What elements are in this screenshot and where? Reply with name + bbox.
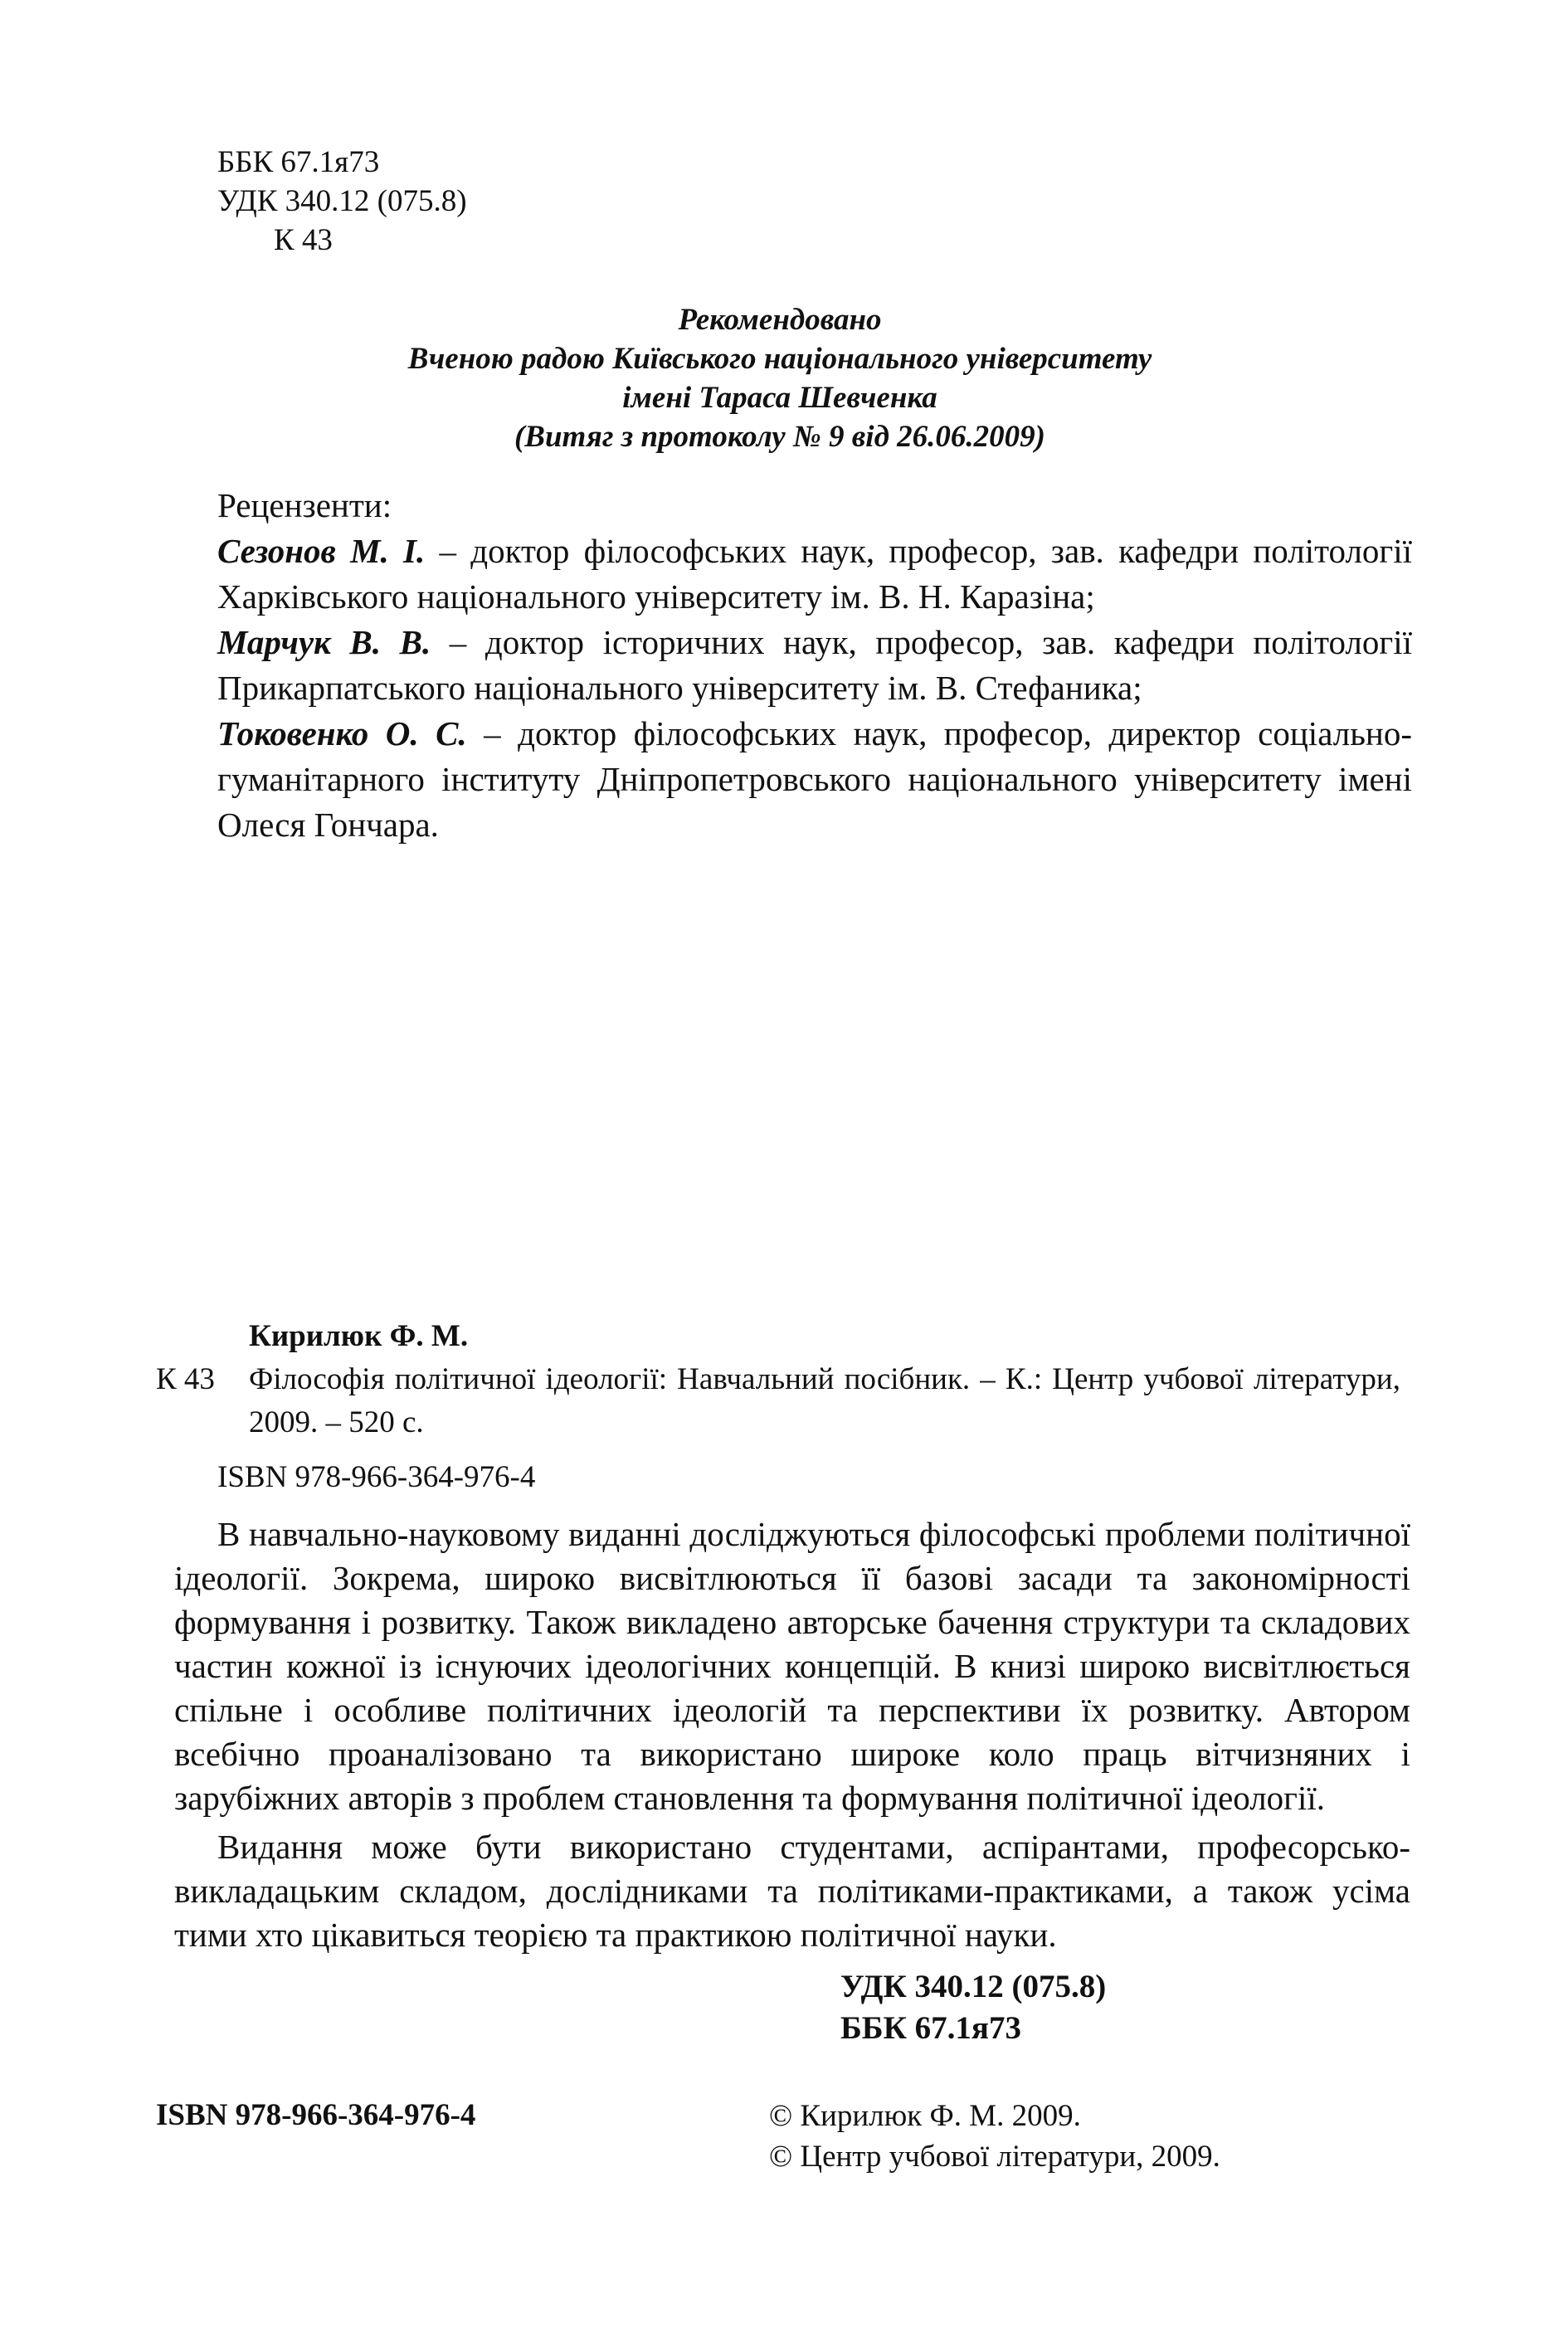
reviewer-entry bbox=[217, 528, 1412, 620]
footer-udk-code: УДК 340.12 (075.8) bbox=[840, 1969, 1107, 2004]
reviewer-name: Сезонов М. І. bbox=[217, 532, 426, 570]
catalog-class-mark: К 43 bbox=[156, 1362, 215, 1396]
footer-classification-codes bbox=[840, 1966, 1106, 2049]
recommendation-block bbox=[324, 300, 1236, 456]
footer-isbn: ISBN 978-966-364-976-4 bbox=[156, 2098, 476, 2132]
abstract-paragraph: В навчально-науковому виданні досліджуються філософські проблеми політичної ідеології. Зокрема, широко висвітлюються її базові засади та закономірності формування і розвитку. Також викладено авторське бачення структури та складових частин кожної із існуючих ідеологічних концепцій. В книзі широко висвітлюється спільне і особливе політичних ідеологій та перспективи їх розвитку. Автором всебічно проаналізовано та використано широке коло праць вітчизняних і зарубіжних авторів з проблем становлення та формування політичної ідеології. bbox=[174, 1515, 1410, 1817]
recommendation-line-2: Вченою радою Київського національного університету bbox=[407, 342, 1152, 376]
recommendation-line-1: Рекомендовано bbox=[678, 303, 882, 337]
reviewers-block bbox=[217, 483, 1412, 848]
abstract-block bbox=[174, 1512, 1410, 1962]
reviewer-name: Токовенко О. С. bbox=[217, 714, 467, 752]
classification-codes bbox=[217, 143, 467, 260]
reviewer-name: Марчук В. В. bbox=[217, 623, 431, 661]
catalog-bibliographic-description: Філософія політичної ідеології: Навчальний посібник. – К.: Центр учбової літератури, 2009. – 520 с. bbox=[249, 1362, 1400, 1439]
reviewer-entry bbox=[217, 711, 1412, 848]
abstract-paragraph: Видання може бути використано студентами, аспірантами, професорсько-викладацьким складом, дослідниками та політиками-практиками, а також усіма тими хто цікавиться теорією та практикою політичної науки. bbox=[174, 1828, 1410, 1954]
copyright-publisher: © Центр учбової літератури, 2009. bbox=[769, 2140, 1220, 2174]
author-mark: К 43 bbox=[274, 223, 333, 257]
footer-bbk-code: ББК 67.1я73 bbox=[840, 2010, 1021, 2046]
recommendation-line-3: імені Тараса Шевченка bbox=[622, 381, 937, 415]
bbk-code: ББК 67.1я73 bbox=[217, 145, 380, 179]
reviewer-description: – доктор філософських наук, професор, зав. кафедри політології Харківського національного університету ім. В. Н. Каразіна; bbox=[217, 532, 1412, 616]
recommendation-line-4: (Витяг з протоколу № 9 від 26.06.2009) bbox=[514, 420, 1046, 454]
catalog-isbn: ISBN 978-966-364-976-4 bbox=[217, 1460, 536, 1494]
catalog-entry bbox=[156, 1358, 1400, 1444]
udk-code: УДК 340.12 (075.8) bbox=[217, 184, 467, 218]
reviewer-entry bbox=[217, 620, 1412, 711]
reviewers-heading: Рецензенти: bbox=[217, 486, 392, 524]
copyright-block bbox=[769, 2096, 1220, 2177]
reviewer-description: – доктор історичних наук, професор, зав. кафедри політології Прикарпатського національного університету ім. В. Стефаника; bbox=[217, 623, 1412, 707]
reviewer-description: – доктор філософських наук, професор, директор соціально-гуманітарного інституту Дніпропетровського національного університету імені Олеся Гончара. bbox=[217, 714, 1413, 844]
catalog-author: Кирилюк Ф. М. bbox=[249, 1319, 469, 1353]
copyright-author: © Кирилюк Ф. М. 2009. bbox=[769, 2099, 1081, 2133]
